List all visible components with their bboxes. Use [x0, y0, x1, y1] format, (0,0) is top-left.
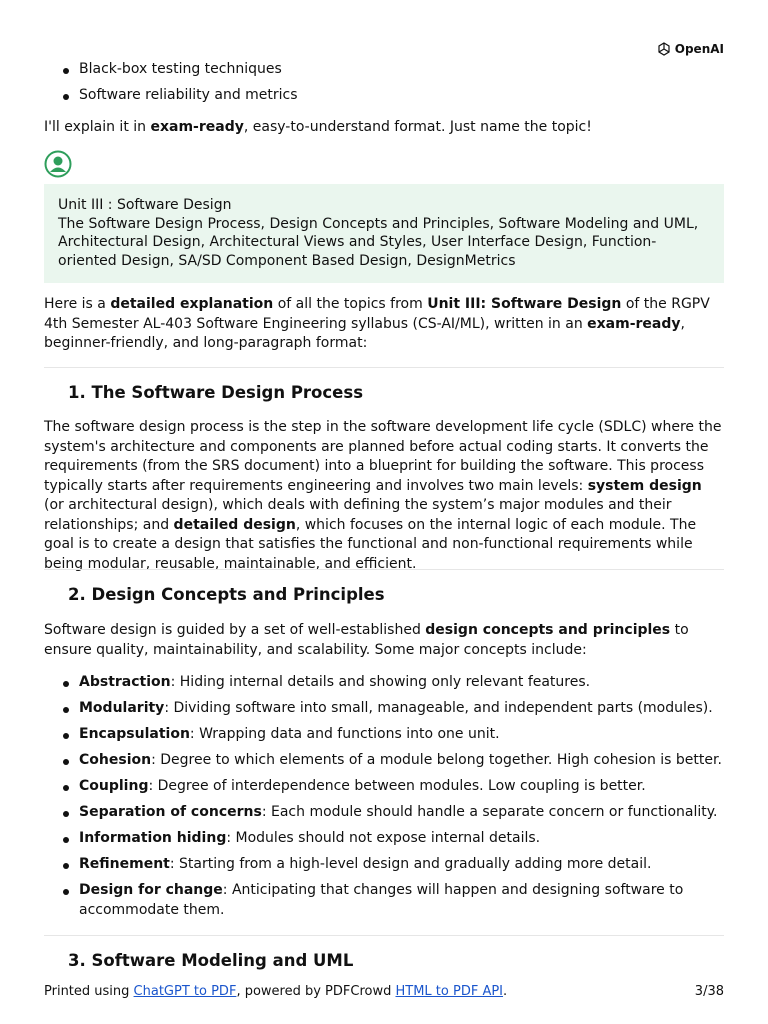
list-item: Information hiding: Modules should not expose internal details. — [44, 829, 724, 849]
user-avatar-icon — [44, 150, 72, 178]
list-item: Cohesion: Degree to which elements of a module belong together. High cohesion is better. — [44, 751, 724, 771]
list-item: Refinement: Starting from a high-level design and gradually adding more detail. — [44, 855, 724, 875]
list-item: Software reliability and metrics — [44, 86, 724, 106]
print-footer — [44, 984, 724, 999]
top-bullet-list — [44, 60, 724, 112]
section1-paragraph: The software design process is the step in the software development life cycle (SDLC) where the system's architecture and components are planned before actual coding starts. It converts the requirements (from the SRS document) into a blueprint for building the software. This process typically starts after requirements engineering and involves two main levels: system design (or architectural design), which deals with defining the system’s major modules and their relationships; and detailed design, which focuses on the internal logic of each module. The goal is to create a design that satisfies the functional and non-functional requirements while being modular, reusable, maintainable, and efficient. — [44, 419, 722, 572]
divider — [44, 935, 724, 936]
divider — [44, 367, 724, 368]
intro-paragraph: I'll explain it in exam-ready, easy-to-understand format. Just name the topic! — [44, 119, 592, 135]
list-item: Modularity: Dividing software into small, manageable, and independent parts (modules). — [44, 699, 724, 719]
chatgpt-to-pdf-link[interactable]: ChatGPT to PDF — [133, 984, 237, 999]
openai-knot-icon — [656, 41, 672, 57]
design-concepts-list — [44, 673, 724, 927]
divider — [44, 569, 724, 570]
section-heading: 2. Design Concepts and Principles — [68, 585, 385, 604]
section-heading: 3. Software Modeling and UML — [68, 951, 354, 970]
user-message-line2: The Software Design Process, Design Concepts and Principles, Software Modeling and UML, Architectural Design, Architectural Views and Styles, User Interface Design, Function- oriented Design, SA/SD Component Based Design, DesignMetrics — [58, 215, 699, 269]
response-intro: Here is a detailed explanation of all the topics from Unit III: Software Design of the RGPV 4th Semester AL-403 Software Engineering syllabus (CS-AI/ML), written in an exam-ready, beginner-friendly, and long-paragraph format: — [44, 296, 710, 351]
section2-paragraph: Software design is guided by a set of well-established design concepts and principles to ensure quality, maintainability, and scalability. Some major concepts include: — [44, 622, 689, 658]
page-number: 3/38 — [694, 984, 724, 999]
list-item: Encapsulation: Wrapping data and functions into one unit. — [44, 725, 724, 745]
section-heading: 1. The Software Design Process — [68, 383, 364, 402]
list-item: Separation of concerns: Each module should handle a separate concern or functionality. — [44, 803, 724, 823]
list-item: Black-box testing techniques — [44, 60, 724, 80]
openai-logo — [656, 41, 724, 57]
list-item: Abstraction: Hiding internal details and showing only relevant features. — [44, 673, 724, 693]
footer-credit: Printed using ChatGPT to PDF, powered by PDFCrowd HTML to PDF API. — [44, 984, 508, 999]
user-message-line1: Unit III : Software Design — [58, 197, 232, 213]
list-item: Coupling: Degree of interdependence between modules. Low coupling is better. — [44, 777, 724, 797]
html-to-pdf-api-link[interactable]: HTML to PDF API — [395, 984, 504, 999]
logo-text: OpenAI — [674, 42, 724, 56]
user-message-box — [44, 184, 724, 283]
list-item: Design for change: Anticipating that changes will happen and designing software to accommodate them. — [44, 881, 724, 920]
